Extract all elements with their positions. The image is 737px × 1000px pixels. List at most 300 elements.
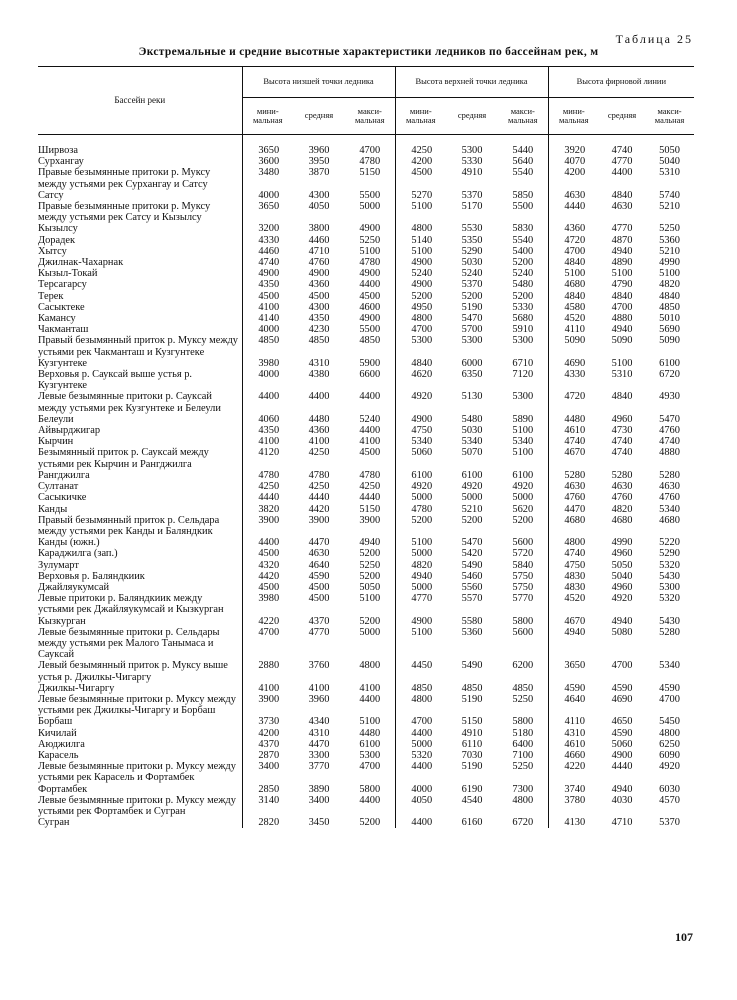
value-cell: 5090 xyxy=(611,335,633,347)
value-cell: 5100 xyxy=(659,268,680,280)
value-cell: 5090 xyxy=(659,335,680,347)
value-cell: 4480 xyxy=(359,727,381,739)
value-cell: 4350 xyxy=(308,313,330,325)
value-cell: 4680 xyxy=(611,514,633,526)
value-cell: 4110 xyxy=(548,716,599,727)
value-cell: 5100 xyxy=(395,627,446,661)
value-cell: 5090 xyxy=(548,335,599,357)
value-cell: 4590 xyxy=(659,682,680,694)
value-cell: 5290 xyxy=(659,548,680,560)
value-cell: 5100 xyxy=(512,447,534,459)
value-cell: 4100 xyxy=(242,302,293,313)
value-cell: 5240 xyxy=(359,413,381,425)
value-cell: 5300 xyxy=(512,335,534,347)
value-cell: 5250 xyxy=(512,693,534,705)
value-cell: 4500 xyxy=(359,290,381,302)
basin-name: Безымянный приток р. Саукcай между устьями рек Кырчин и Рангджилга xyxy=(38,447,209,470)
value-cell: 4700 xyxy=(611,301,633,313)
value-cell: 4610 xyxy=(548,425,599,436)
value-cell: 5030 xyxy=(461,257,483,269)
group-header-firn: Высота фирновой линии xyxy=(548,67,694,98)
value-cell: 5370 xyxy=(461,189,483,201)
value-cell: 6720 xyxy=(659,369,680,381)
value-cell: 5200 xyxy=(461,514,483,526)
table-row xyxy=(38,235,694,246)
value-cell: 3200 xyxy=(242,223,293,234)
basin-name: Джайляукумсай xyxy=(38,581,110,593)
value-cell: 4940 xyxy=(548,627,599,661)
subcol-max: макси- мальная xyxy=(345,98,395,135)
value-cell: 5600 xyxy=(512,537,534,549)
value-cell: 5100 xyxy=(611,268,633,280)
value-cell: 4310 xyxy=(308,357,330,369)
value-cell: 4250 xyxy=(359,481,381,493)
value-cell: 5250 xyxy=(359,559,381,571)
value-cell: 4910 xyxy=(461,727,483,739)
value-cell: 4850 xyxy=(242,335,293,357)
value-cell: 5210 xyxy=(461,503,483,515)
value-cell: 5100 xyxy=(359,245,381,257)
value-cell: 3820 xyxy=(242,504,293,515)
value-cell: 5500 xyxy=(359,189,381,201)
table-row xyxy=(38,660,694,682)
table-row xyxy=(38,201,694,223)
value-cell: 5350 xyxy=(461,234,483,246)
value-cell: 4100 xyxy=(242,683,293,694)
value-cell: 3400 xyxy=(242,761,293,783)
value-cell: 4130 xyxy=(548,817,599,828)
value-cell: 4610 xyxy=(548,739,599,750)
table-row xyxy=(38,795,694,817)
table-row xyxy=(38,817,694,828)
value-cell: 4640 xyxy=(548,694,599,716)
value-cell: 5530 xyxy=(461,223,483,235)
basin-name: Камансу xyxy=(38,313,76,325)
value-cell: 4700 xyxy=(359,145,381,156)
value-cell: 4250 xyxy=(308,447,330,459)
basin-name: Фортамбек xyxy=(38,783,88,795)
value-cell: 5280 xyxy=(659,626,680,638)
value-cell: 5620 xyxy=(512,503,534,515)
value-cell: 4400 xyxy=(359,693,381,705)
value-cell: 4310 xyxy=(548,728,599,739)
value-cell: 4000 xyxy=(242,190,293,201)
table-row xyxy=(38,145,694,156)
value-cell: 4840 xyxy=(548,257,599,268)
value-cell: 4700 xyxy=(242,627,293,661)
table-row xyxy=(38,728,694,739)
value-cell: 5200 xyxy=(359,817,381,829)
value-cell: 4680 xyxy=(548,515,599,537)
table-row xyxy=(38,504,694,515)
value-cell: 5130 xyxy=(461,391,483,403)
basin-name: Ширвоза xyxy=(38,145,78,156)
value-cell: 2820 xyxy=(242,817,293,828)
table-row xyxy=(38,784,694,795)
value-cell: 6710 xyxy=(512,357,534,369)
value-cell: 4840 xyxy=(395,358,446,369)
value-cell: 4840 xyxy=(548,291,599,302)
value-cell: 4940 xyxy=(611,245,633,257)
value-cell: 5340 xyxy=(461,436,483,448)
value-cell: 5010 xyxy=(659,313,680,325)
value-cell: 5440 xyxy=(512,145,534,156)
value-cell: 4740 xyxy=(548,436,599,447)
table-row xyxy=(38,560,694,571)
value-cell: 4820 xyxy=(395,560,446,571)
basin-name: Кызылсу xyxy=(38,223,78,235)
value-cell: 4740 xyxy=(659,436,680,448)
value-cell: 3770 xyxy=(308,761,330,773)
table-row xyxy=(38,470,694,481)
value-cell: 4300 xyxy=(308,301,330,313)
value-cell: 5460 xyxy=(461,570,483,582)
value-cell: 4400 xyxy=(611,167,633,179)
value-cell: 5080 xyxy=(611,626,633,638)
value-cell: 5500 xyxy=(359,324,381,336)
basin-name: Султанат xyxy=(38,481,79,493)
table-row xyxy=(38,582,694,593)
table-row xyxy=(38,750,694,761)
value-cell: 4400 xyxy=(395,817,446,828)
value-cell: 5100 xyxy=(548,268,599,279)
table-row xyxy=(38,548,694,559)
subcol-avg: средняя xyxy=(293,98,345,135)
value-cell: 4720 xyxy=(548,391,599,413)
value-cell: 6720 xyxy=(512,817,534,829)
value-cell: 5600 xyxy=(512,626,534,638)
value-cell: 4700 xyxy=(611,660,633,672)
basin-name: Канды (южн.) xyxy=(38,537,100,549)
table-row xyxy=(38,223,694,234)
value-cell: 4500 xyxy=(242,582,293,593)
value-cell: 4500 xyxy=(395,167,446,189)
value-cell: 5100 xyxy=(512,425,534,437)
value-cell: 5240 xyxy=(512,268,534,280)
value-cell: 5360 xyxy=(461,626,483,638)
value-cell: 5300 xyxy=(512,391,534,403)
value-cell: 4540 xyxy=(461,794,483,806)
value-cell: 5450 xyxy=(659,716,680,728)
value-cell: 5330 xyxy=(512,301,534,313)
value-cell: 5910 xyxy=(512,324,534,336)
value-cell: 4720 xyxy=(548,235,599,246)
value-cell: 4440 xyxy=(308,492,330,504)
value-cell: 5580 xyxy=(461,615,483,627)
value-cell: 4940 xyxy=(611,324,633,336)
value-cell: 4400 xyxy=(359,391,381,403)
value-cell: 5210 xyxy=(659,245,680,257)
value-cell: 4940 xyxy=(611,783,633,795)
value-cell: 5270 xyxy=(395,190,446,201)
value-cell: 4990 xyxy=(659,257,680,269)
value-cell: 5190 xyxy=(461,761,483,773)
value-cell: 4630 xyxy=(611,201,633,213)
value-cell: 5690 xyxy=(659,324,680,336)
value-cell: 4670 xyxy=(548,616,599,627)
value-cell: 3450 xyxy=(308,817,330,829)
value-cell: 4770 xyxy=(611,156,633,168)
value-cell: 4740 xyxy=(611,447,633,459)
value-cell: 4740 xyxy=(242,257,293,268)
value-cell: 4920 xyxy=(395,391,446,413)
value-cell: 5300 xyxy=(461,335,483,347)
table-row xyxy=(38,335,694,357)
value-cell: 4940 xyxy=(611,615,633,627)
value-cell: 5320 xyxy=(395,750,446,761)
value-cell: 4120 xyxy=(242,447,293,469)
value-cell: 4500 xyxy=(308,581,330,593)
value-cell: 4700 xyxy=(395,716,446,727)
value-cell: 5800 xyxy=(359,783,381,795)
basin-name: Дорадек xyxy=(38,234,76,246)
value-cell: 4710 xyxy=(308,245,330,257)
value-cell: 4730 xyxy=(611,425,633,437)
value-cell: 3600 xyxy=(242,156,293,167)
basin-name: Левые безымянные притоки р. Муксу между устьями рек Фортамбек и Сугран xyxy=(38,794,236,817)
value-cell: 4800 xyxy=(395,223,446,234)
value-cell: 4400 xyxy=(242,537,293,548)
value-cell: 4690 xyxy=(548,358,599,369)
value-cell: 3480 xyxy=(242,167,293,189)
value-cell: 4700 xyxy=(659,693,680,705)
value-cell: 5400 xyxy=(512,245,534,257)
value-cell: 4100 xyxy=(359,436,381,448)
value-cell: 4770 xyxy=(308,626,330,638)
value-cell: 4330 xyxy=(548,369,599,391)
value-cell: 3300 xyxy=(308,749,330,761)
value-cell: 5750 xyxy=(512,570,534,582)
value-cell: 4940 xyxy=(359,537,381,549)
basin-name: Левые безымянные притоки р. Сельдары между устьями рек Малого Танымаса и Саукcай xyxy=(38,626,220,661)
value-cell: 5490 xyxy=(461,660,483,672)
table-title: Экстремальные и средние высотные характеристики ледников по бассейнам рек, м xyxy=(138,46,599,58)
group-header-lowest: Высота низшей точки ледника xyxy=(242,67,395,98)
value-cell: 5030 xyxy=(461,425,483,437)
value-cell: 4250 xyxy=(395,145,446,156)
basin-name: Терсагарсу xyxy=(38,279,87,291)
value-cell: 5470 xyxy=(659,413,680,425)
value-cell: 6600 xyxy=(359,369,381,381)
value-cell: 4780 xyxy=(359,469,381,481)
value-cell: 4840 xyxy=(611,189,633,201)
table-row xyxy=(38,761,694,783)
basin-name: Аюджилга xyxy=(38,738,85,750)
value-cell: 4740 xyxy=(611,145,633,156)
table-row xyxy=(38,627,694,661)
value-cell: 4360 xyxy=(548,223,599,234)
value-cell: 4400 xyxy=(395,728,446,739)
value-cell: 4500 xyxy=(359,447,381,459)
basin-name: Правые безымянные притоки р. Муксу между устьями рек Сатсу и Кызылсу xyxy=(38,201,211,224)
value-cell: 3900 xyxy=(359,514,381,526)
value-cell: 4660 xyxy=(548,750,599,761)
basin-name: Кичилай xyxy=(38,727,77,739)
value-cell: 5150 xyxy=(359,167,381,179)
table-row xyxy=(38,425,694,436)
value-cell: 5720 xyxy=(512,548,534,560)
value-cell: 4480 xyxy=(548,414,599,425)
value-cell: 5320 xyxy=(659,559,680,571)
table-row xyxy=(38,414,694,425)
value-cell: 4830 xyxy=(548,571,599,582)
value-cell: 5200 xyxy=(461,290,483,302)
value-cell: 4500 xyxy=(308,290,330,302)
value-cell: 6100 xyxy=(461,469,483,481)
value-cell: 5100 xyxy=(359,593,381,605)
value-cell: 3650 xyxy=(548,660,599,682)
value-cell: 4820 xyxy=(659,279,680,291)
value-cell: 5740 xyxy=(659,189,680,201)
value-cell: 5250 xyxy=(359,234,381,246)
value-cell: 4850 xyxy=(395,683,446,694)
value-cell: 4840 xyxy=(659,290,680,302)
value-cell: 5000 xyxy=(359,626,381,638)
value-cell: 4460 xyxy=(308,234,330,246)
value-cell: 4820 xyxy=(611,503,633,515)
value-cell: 5290 xyxy=(461,245,483,257)
basin-name: Терек xyxy=(38,290,64,302)
basin-name: Борбаш xyxy=(38,716,73,728)
basin-name: Верховья р. Баляндкиик xyxy=(38,570,145,582)
value-cell: 4950 xyxy=(395,302,446,313)
value-cell: 4850 xyxy=(659,301,680,313)
value-cell: 4440 xyxy=(359,492,381,504)
value-cell: 4100 xyxy=(308,682,330,694)
value-cell: 4690 xyxy=(611,693,633,705)
value-cell: 4440 xyxy=(242,492,293,503)
value-cell: 5430 xyxy=(659,615,680,627)
value-cell: 4850 xyxy=(359,335,381,347)
value-cell: 3900 xyxy=(308,514,330,526)
value-cell: 6100 xyxy=(512,469,534,481)
value-cell: 4700 xyxy=(548,246,599,257)
value-cell: 5280 xyxy=(611,469,633,481)
value-cell: 5750 xyxy=(512,581,534,593)
basin-name: Левые безымянные притоки р. Саукcай между устьями рек Кузгунтеке и Белеули xyxy=(38,391,221,414)
table-row xyxy=(38,436,694,447)
value-cell: 4400 xyxy=(308,391,330,403)
value-cell: 4070 xyxy=(548,156,599,167)
value-cell: 5360 xyxy=(659,234,680,246)
value-cell: 5000 xyxy=(395,582,446,593)
value-cell: 5200 xyxy=(512,257,534,269)
value-cell: 4890 xyxy=(611,257,633,269)
value-cell: 5000 xyxy=(461,492,483,504)
basin-name: Джилкы-Чигаргу xyxy=(38,682,115,694)
value-cell: 4590 xyxy=(611,727,633,739)
value-cell: 5180 xyxy=(512,727,534,739)
value-cell: 4200 xyxy=(395,156,446,167)
basin-name: Правый безымянный приток р. Муксу между устьями рек Чакманташ и Кузгунтеке xyxy=(38,335,238,358)
subcol-avg: средняя xyxy=(446,98,498,135)
value-cell: 5470 xyxy=(461,313,483,325)
value-cell: 3960 xyxy=(308,145,330,156)
value-cell: 4960 xyxy=(611,581,633,593)
table-row xyxy=(38,302,694,313)
value-cell: 5220 xyxy=(659,537,680,549)
value-cell: 3980 xyxy=(242,593,293,615)
value-cell: 5040 xyxy=(659,156,680,168)
basin-name: Зулумарт xyxy=(38,559,79,571)
value-cell: 5000 xyxy=(359,201,381,213)
page-number: 107 xyxy=(675,930,693,944)
value-cell: 4470 xyxy=(308,537,330,549)
value-cell: 4920 xyxy=(395,481,446,492)
table-row xyxy=(38,291,694,302)
value-cell: 4630 xyxy=(548,190,599,201)
value-cell: 3780 xyxy=(548,795,599,817)
value-cell: 4960 xyxy=(611,413,633,425)
value-cell: 4030 xyxy=(611,794,633,806)
value-cell: 4360 xyxy=(308,425,330,437)
value-cell: 5300 xyxy=(359,749,381,761)
value-cell: 4900 xyxy=(359,268,381,280)
value-cell: 4320 xyxy=(242,560,293,571)
value-cell: 5100 xyxy=(395,246,446,257)
value-cell: 5280 xyxy=(659,469,680,481)
value-cell: 6000 xyxy=(461,357,483,369)
value-cell: 4220 xyxy=(242,616,293,627)
value-cell: 4780 xyxy=(359,257,381,269)
basin-name: Левые безымянные притоки р. Муксу между устьями рек Карасель и Фортамбек xyxy=(38,761,236,784)
value-cell: 5570 xyxy=(461,593,483,605)
subcol-min: мини- мальная xyxy=(548,98,599,135)
value-cell: 5480 xyxy=(512,279,534,291)
value-cell: 4770 xyxy=(611,223,633,235)
basin-name: Левый безымянный приток р. Муксу выше устья р. Джилкы-Чигаргу xyxy=(38,660,228,683)
subcol-min: мини- мальная xyxy=(395,98,446,135)
value-cell: 3920 xyxy=(548,145,599,156)
value-cell: 3890 xyxy=(308,783,330,795)
basin-name: Сугран xyxy=(38,817,70,829)
value-cell: 4750 xyxy=(548,560,599,571)
value-cell: 5770 xyxy=(512,593,534,605)
value-cell: 4780 xyxy=(242,470,293,481)
value-cell: 4760 xyxy=(308,257,330,269)
value-cell: 4900 xyxy=(359,313,381,325)
value-cell: 4310 xyxy=(308,727,330,739)
value-cell: 6090 xyxy=(659,749,680,761)
value-cell: 4900 xyxy=(308,268,330,280)
value-cell: 3140 xyxy=(242,795,293,817)
value-cell: 5200 xyxy=(395,515,446,537)
value-cell: 4920 xyxy=(512,481,534,493)
value-cell: 4060 xyxy=(242,414,293,425)
value-cell: 5240 xyxy=(461,268,483,280)
table-row xyxy=(38,481,694,492)
table-row xyxy=(38,515,694,537)
value-cell: 5250 xyxy=(659,223,680,235)
value-cell: 5540 xyxy=(512,234,534,246)
value-cell: 4050 xyxy=(395,795,446,817)
table-row xyxy=(38,369,694,391)
table-row xyxy=(38,167,694,189)
value-cell: 5480 xyxy=(461,413,483,425)
value-cell: 4400 xyxy=(359,425,381,437)
basin-name: Левые притоки р. Баляндкиик между устьями рек Джайляукумсай и Кызкурган xyxy=(38,593,224,616)
value-cell: 5310 xyxy=(611,369,633,381)
value-cell: 5100 xyxy=(395,201,446,223)
value-cell: 4250 xyxy=(242,481,293,492)
value-cell: 4360 xyxy=(308,279,330,291)
value-cell: 5200 xyxy=(359,548,381,560)
value-cell: 5200 xyxy=(359,615,381,627)
value-cell: 5340 xyxy=(395,436,446,447)
value-cell: 3870 xyxy=(308,167,330,179)
value-cell: 4200 xyxy=(242,728,293,739)
table-row xyxy=(38,492,694,503)
